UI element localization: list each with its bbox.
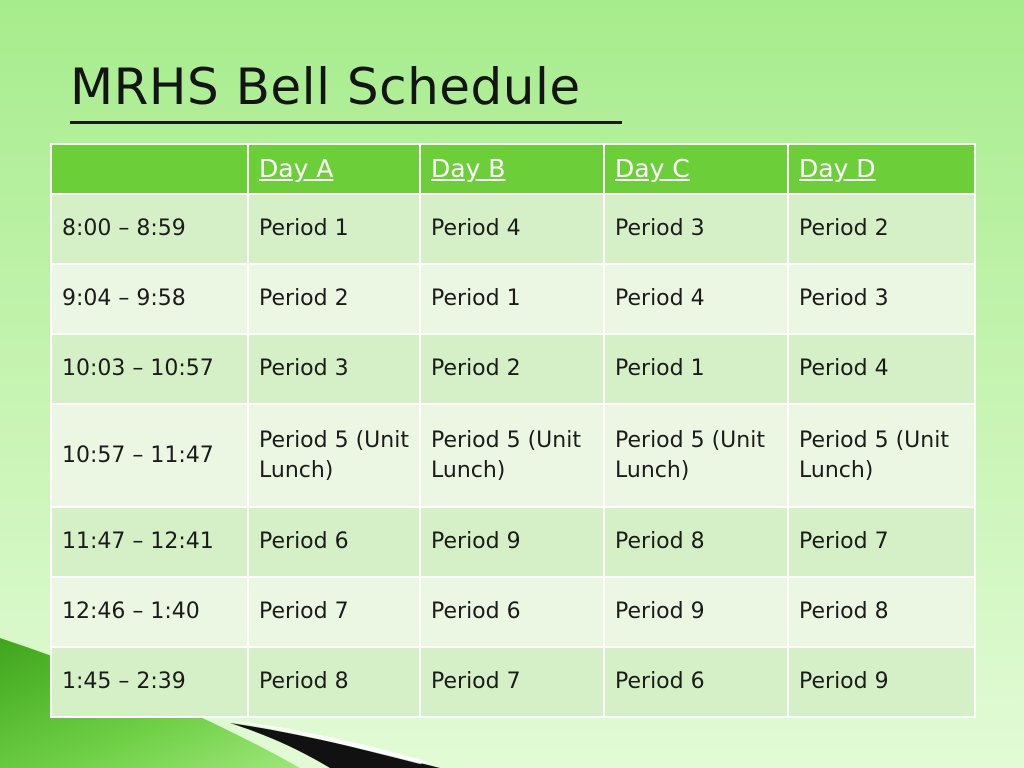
table-row	[51, 194, 975, 264]
time-cell: 12:46 – 1:40	[51, 577, 248, 647]
period-cell: Period 8	[788, 577, 975, 647]
period-cell: Period 5 (Unit Lunch)	[604, 404, 788, 507]
period-cell: Period 3	[604, 194, 788, 264]
period-cell: Period 7	[420, 647, 604, 717]
time-cell: 1:45 – 2:39	[51, 647, 248, 717]
table-row	[51, 577, 975, 647]
period-cell: Period 6	[604, 647, 788, 717]
period-cell: Period 1	[604, 334, 788, 404]
period-cell: Period 5 (Unit Lunch)	[248, 404, 420, 507]
time-cell: 9:04 – 9:58	[51, 264, 248, 334]
title-underline	[70, 121, 622, 124]
period-cell: Period 5 (Unit Lunch)	[420, 404, 604, 507]
header-blank	[51, 144, 248, 194]
period-cell: Period 9	[604, 577, 788, 647]
time-cell: 10:57 – 11:47	[51, 404, 248, 507]
table-row	[51, 264, 975, 334]
header-day-b: Day B	[420, 144, 604, 194]
period-cell: Period 4	[788, 334, 975, 404]
period-cell: Period 8	[248, 647, 420, 717]
table-row	[51, 647, 975, 717]
period-cell: Period 3	[788, 264, 975, 334]
period-cell: Period 1	[248, 194, 420, 264]
period-cell: Period 5 (Unit Lunch)	[788, 404, 975, 507]
period-cell: Period 8	[604, 507, 788, 577]
table-header-row	[51, 144, 975, 194]
period-cell: Period 7	[788, 507, 975, 577]
period-cell: Period 7	[248, 577, 420, 647]
period-cell: Period 4	[420, 194, 604, 264]
time-cell: 11:47 – 12:41	[51, 507, 248, 577]
period-cell: Period 2	[788, 194, 975, 264]
time-cell: 10:03 – 10:57	[51, 334, 248, 404]
table-row	[51, 404, 975, 507]
period-cell: Period 2	[420, 334, 604, 404]
period-cell: Period 2	[248, 264, 420, 334]
period-cell: Period 4	[604, 264, 788, 334]
table-row	[51, 507, 975, 577]
bell-schedule-table	[50, 143, 976, 718]
table-row	[51, 334, 975, 404]
period-cell: Period 9	[788, 647, 975, 717]
period-cell: Period 9	[420, 507, 604, 577]
header-day-d: Day D	[788, 144, 975, 194]
slide-title: MRHS Bell Schedule	[70, 58, 581, 116]
time-cell: 8:00 – 8:59	[51, 194, 248, 264]
period-cell: Period 3	[248, 334, 420, 404]
period-cell: Period 1	[420, 264, 604, 334]
period-cell: Period 6	[420, 577, 604, 647]
period-cell: Period 6	[248, 507, 420, 577]
header-day-a: Day A	[248, 144, 420, 194]
header-day-c: Day C	[604, 144, 788, 194]
